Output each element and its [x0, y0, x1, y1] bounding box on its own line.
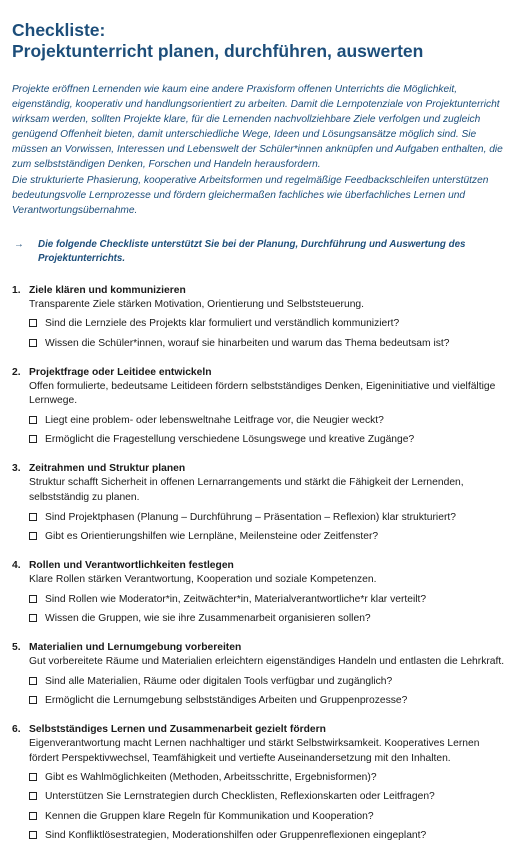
checkbox[interactable]	[29, 831, 37, 839]
checkbox[interactable]	[29, 773, 37, 781]
checkbox[interactable]	[29, 416, 37, 424]
checklist-item-text: Wissen die Gruppen, wie sie ihre Zusammenarbeit organisieren sollen?	[45, 612, 371, 624]
checklist-item[interactable]	[29, 789, 514, 804]
checklist-item[interactable]	[29, 828, 514, 843]
checklist-item[interactable]	[29, 316, 514, 331]
checkbox[interactable]	[29, 339, 37, 347]
section-description: Struktur schafft Sicherheit in offenen Lernarrangements und stärkt die Fähigkeit der Lernenden, selbstständig zu planen.	[29, 477, 464, 504]
section-number: 2.	[12, 366, 21, 378]
checklist-item-text: Sind Rollen wie Moderator*in, Zeitwächter*in, Materialverantwortliche*r klar verteilt?	[45, 593, 427, 605]
title-line-1: Checkliste:	[12, 20, 106, 40]
checklist-item-text: Gibt es Orientierungshilfen wie Lernpläne, Meilensteine oder Zeitfenster?	[45, 530, 379, 542]
section-5	[12, 640, 514, 708]
checklist-item[interactable]	[29, 413, 514, 428]
checklist-item[interactable]	[29, 674, 514, 689]
section-6	[12, 722, 514, 843]
checklist-item-text: Kennen die Gruppen klare Regeln für Kommunikation und Kooperation?	[45, 810, 374, 822]
checklist-item[interactable]	[29, 611, 514, 626]
checkbox[interactable]	[29, 595, 37, 603]
checklist-item-text: Unterstützen Sie Lernstrategien durch Checklisten, Reflexionskarten oder Leitfragen?	[45, 791, 435, 803]
checkbox[interactable]	[29, 696, 37, 704]
section-number: 6.	[12, 724, 21, 736]
checkbox[interactable]	[29, 319, 37, 327]
intro-paragraph-2: Die strukturierte Phasierung, kooperative Arbeitsformen und regelmäßige Feedbackschleifen unterstützen bedeutungsvolle Lernprozesse und fördern gleichermaßen fachliches wie überfachliches Lernen und Verantwortungsübernahme.	[12, 174, 489, 216]
arrow-right-icon: →	[14, 238, 24, 250]
section-heading: Materialien und Lernumgebung vorbereiten	[29, 642, 242, 654]
checklist-item-text: Sind die Lernziele des Projekts klar formuliert und verständlich kommuniziert?	[45, 318, 400, 330]
checkbox[interactable]	[29, 792, 37, 800]
section-description: Eigenverantwortung macht Lernen nachhaltiger und stärkt Selbstwirksamkeit. Kooperatives Lernen fördert Perspektivwechsel, Teamfähigkeit und vertiefte Auseinandersetzung mit den Inhalten.	[29, 738, 480, 764]
checkbox[interactable]	[29, 513, 37, 521]
section-description: Transparente Ziele stärken Motivation, Orientierung und Selbststeuerung.	[29, 298, 365, 310]
section-4	[12, 558, 514, 626]
checklist-item[interactable]	[29, 809, 514, 824]
checklist-sections	[12, 283, 514, 843]
section-heading: Ziele klären und kommunizieren	[29, 284, 186, 296]
checklist-item-text: Wissen die Schüler*innen, worauf sie hinarbeiten und warum das Thema bedeutsam ist?	[45, 337, 450, 349]
checkbox[interactable]	[29, 435, 37, 443]
checklist-item[interactable]	[29, 529, 514, 544]
section-3	[12, 461, 514, 544]
checklist-item[interactable]	[29, 592, 514, 607]
checklist-item-text: Ermöglicht die Fragestellung verschiedene Lösungswege und kreative Zugänge?	[45, 434, 415, 446]
checkbox[interactable]	[29, 614, 37, 622]
section-number: 3.	[12, 463, 21, 475]
checklist-item[interactable]	[29, 510, 514, 525]
section-1	[12, 283, 514, 351]
section-number: 1.	[12, 284, 21, 296]
section-heading: Zeitrahmen und Struktur planen	[29, 463, 186, 475]
section-2	[12, 365, 514, 448]
checkbox[interactable]	[29, 812, 37, 820]
checklist-item[interactable]	[29, 770, 514, 785]
section-number: 5.	[12, 642, 21, 654]
checkbox[interactable]	[29, 532, 37, 540]
checklist-item[interactable]	[29, 432, 514, 447]
checklist-item-text: Ermöglicht die Lernumgebung selbstständiges Arbeiten und Gruppenprozesse?	[45, 694, 408, 706]
section-description: Offen formulierte, bedeutsame Leitideen fördern selbstständiges Denken, Eigeninitiative und vielfältige Lernwege.	[29, 380, 496, 407]
section-heading: Selbstständiges Lernen und Zusammenarbeit gezielt fördern	[29, 724, 326, 736]
checklist-item-text: Sind alle Materialien, Räume oder digitalen Tools verfügbar und zugänglich?	[45, 675, 393, 687]
section-description: Klare Rollen stärken Verantwortung, Kooperation und soziale Kompetenzen.	[29, 574, 377, 586]
section-heading: Rollen und Verantwortlichkeiten festlegen	[29, 560, 234, 572]
page-title	[12, 20, 514, 62]
checklist-item-text: Gibt es Wahlmöglichkeiten (Methoden, Arbeitsschritte, Ergebnisformen)?	[45, 772, 377, 784]
checklist-item-text: Sind Projektphasen (Planung – Durchführung – Präsentation – Reflexion) klar strukturiert?	[45, 511, 456, 523]
checklist-item-text: Liegt eine problem- oder lebensweltnahe Leitfrage vor, die Neugier weckt?	[45, 415, 384, 427]
section-number: 4.	[12, 560, 21, 572]
section-description: Gut vorbereitete Räume und Materialien erleichtern eigenständiges Handeln und entlasten die Lehrkraft.	[29, 656, 505, 668]
intro-paragraph-1: Projekte eröffnen Lernenden wie kaum eine andere Praxisform offenen Unterrichts die Möglichkeit, eigenständig, kooperativ und handlungsorientiert zu arbeiten. Damit die Lernpotenziale von Projektunterricht wirksam werden, sollten Projekte klare, für die Lernenden nachvollziehbare Ziele verfolgen und zugleich genügend Offenheit bieten, damit unterschiedliche Wege, Ideen und Lösungsansätze möglich sind. Sie müssen an Vorwissen, Interessen und Lebenswelt der Schüler*innen anknüpfen und Aufgaben enthalten, die zum selbstständigen Denken, Forschen und Handeln herausfordern.	[12, 84, 503, 171]
checklist-item-text: Sind Konfliktlösestrategien, Moderationshilfen oder Gruppenreflexionen eingeplant?	[45, 829, 427, 841]
checklist-item[interactable]	[29, 336, 514, 351]
checklist-item[interactable]	[29, 693, 514, 708]
title-line-2: Projektunterricht planen, durchführen, auswerten	[12, 41, 424, 61]
checklist-note	[12, 238, 514, 267]
checkbox[interactable]	[29, 677, 37, 685]
note-text: Die folgende Checkliste unterstützt Sie bei der Planung, Durchführung und Auswertung des Projektunterrichts.	[38, 238, 466, 265]
intro-text	[12, 82, 514, 218]
section-heading: Projektfrage oder Leitidee entwickeln	[29, 366, 212, 378]
